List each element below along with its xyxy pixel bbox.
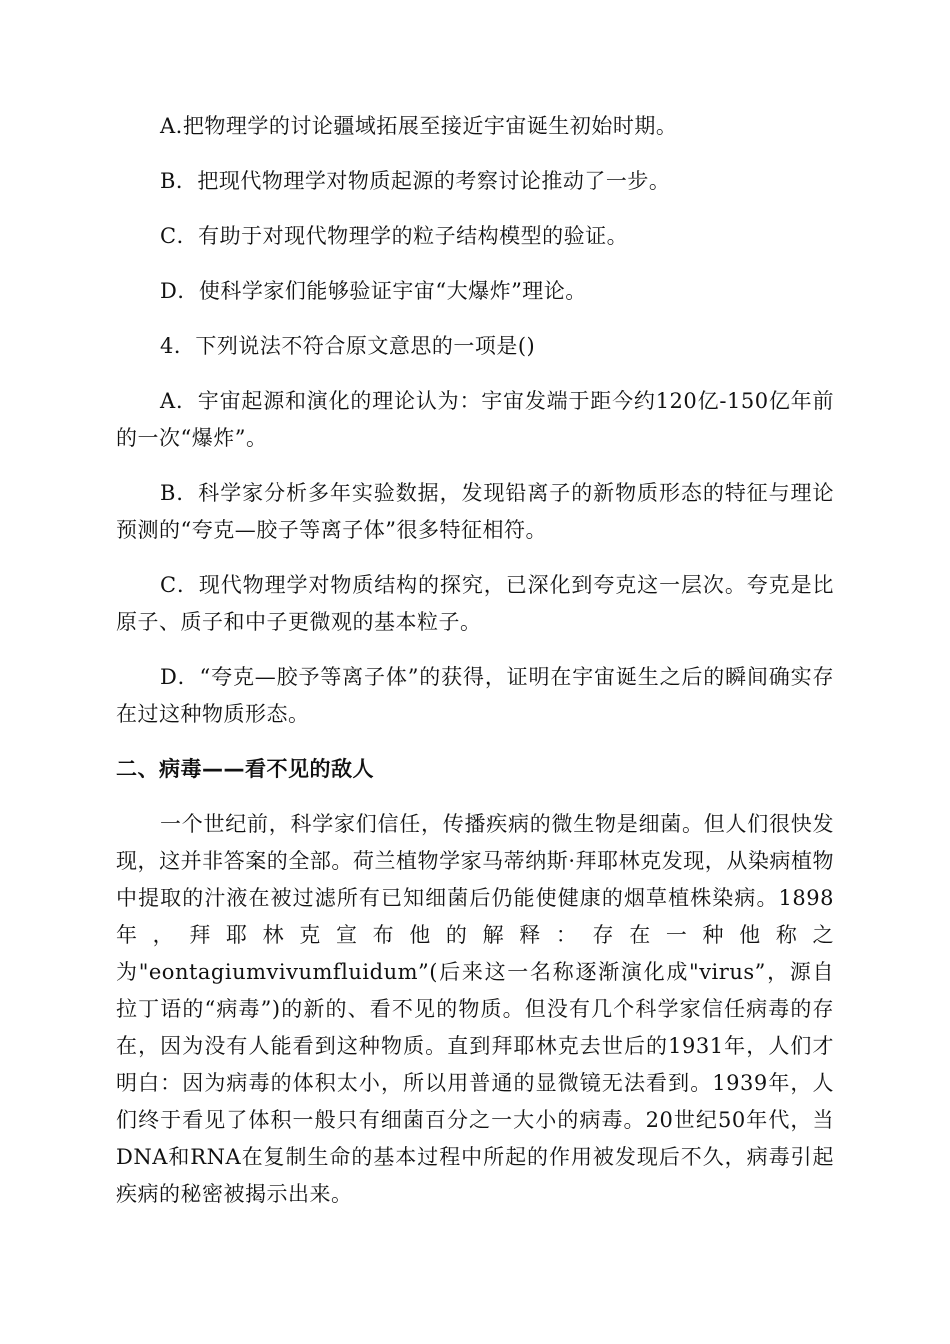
section-heading: 二、病毒——看不见的敌人 bbox=[116, 757, 374, 781]
q4-option-b: B．科学家分析多年实验数据，发现铅离子的新物质形态的特征与理论预测的“夸克—胶子等离子体”很多特征相符。 bbox=[116, 481, 834, 542]
q3-option-a: A.把物理学的讨论疆域拓展至接近宇宙诞生初始时期。 bbox=[160, 114, 678, 138]
q4-option-d: D．“夸克—胶予等离子体”的获得，证明在宇宙诞生之后的瞬间确实存在过这种物质形态。 bbox=[116, 665, 834, 726]
q3-option-c: C．有助于对现代物理学的粒子结构模型的验证。 bbox=[160, 224, 629, 248]
q3-option-b: B．把现代物理学对物质起源的考察讨论推动了一步。 bbox=[160, 169, 671, 193]
section-body-paragraph: 一个世纪前，科学家们信任，传播疾病的微生物是细菌。但人们很快发现，这并非答案的全部。荷兰植物学家马蒂纳斯·拜耶林克发现，从染病植物中提取的汁液在被过滤所有已知细菌后仍能使健康的烟草植株染病。1898年，拜耶林克宣布他的解释：存在一种他称之为"eontagiumvivumfluidum”(后来这一名称逐渐演化成"virus”，源自拉丁语的“病毒”)的新的、看不见的物质。但没有几个科学家信任病毒的存在，因为没有人能看到这种物质。直到拜耶林克去世后的1931年，人们才明白：因为病毒的体积太小，所以用普通的显微镜无法看到。1939年，人们终于看见了体积一般只有细菌百分之一大小的病毒。20世纪50年代，当DNA和RNA在复制生命的基本过程中所起的作用被发现后不久，病毒引起疾病的秘密被揭示出来。 bbox=[116, 812, 834, 1206]
q4-option-a: A．宇宙起源和演化的理论认为：宇宙发端于距今约120亿-150亿年前的一次“爆炸”。 bbox=[116, 389, 834, 450]
document-page bbox=[116, 108, 834, 1213]
question-4-stem: 4．下列说法不符合原文意思的一项是() bbox=[160, 334, 536, 358]
q4-option-c: C．现代物理学对物质结构的探究，已深化到夸克这一层次。夸克是比原子、质子和中子更微观的基本粒子。 bbox=[116, 573, 834, 634]
q3-option-d: D．使科学家们能够验证宇宙“大爆炸”理论。 bbox=[160, 279, 587, 303]
